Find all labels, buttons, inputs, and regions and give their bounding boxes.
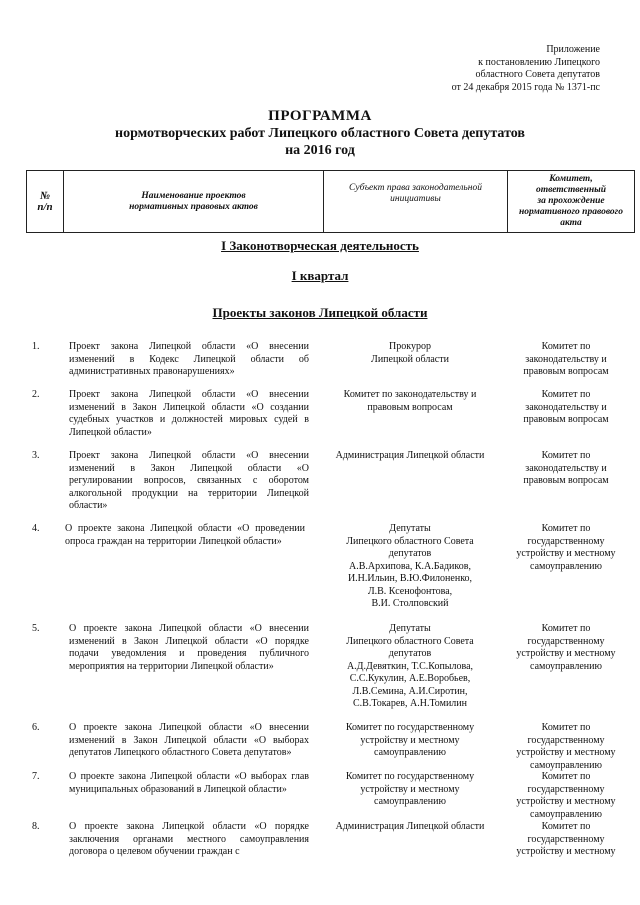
header-name	[64, 171, 324, 233]
row-subject	[326, 821, 494, 834]
title-line-3: на 2016 год	[285, 143, 355, 158]
committee-line: самоуправлению	[530, 808, 602, 820]
committee-line: Комитет по	[541, 821, 591, 832]
row-project-name: Проект закона Липецкой области «О внесении изменений в Кодекс Липецкой области об административных правонарушениях»	[69, 341, 309, 377]
row-committee	[504, 389, 628, 427]
row-committee	[504, 771, 628, 821]
subject-line: Комитет по законодательству и	[343, 389, 477, 400]
row-number: 8.	[32, 821, 40, 832]
committee-line: устройству и местному	[516, 846, 616, 857]
row-subject	[326, 722, 494, 760]
committee-line: устройству и местному	[516, 548, 616, 559]
subject-line: правовым вопросам	[367, 401, 453, 413]
committee-line: самоуправлению	[530, 759, 602, 771]
table-header	[26, 170, 635, 233]
subject-line: Депутаты	[389, 523, 431, 534]
row-project-name: О проекте закона Липецкой области «О внесении изменений в Закон Липецкой области «О выборах депутатов Липецкого областного Совета депутатов»	[69, 722, 309, 758]
header-committee-line: ответственный	[535, 185, 607, 195]
committee-line: Комитет по	[541, 722, 591, 733]
committee-line: Комитет по	[541, 341, 591, 352]
committee-line: законодательству и	[525, 401, 607, 413]
subject-line: самоуправлению	[374, 747, 446, 758]
subject-line: депутатов	[388, 548, 432, 559]
committee-line: законодательству и	[525, 462, 607, 474]
subject-line: Комитет по государственному	[345, 771, 475, 782]
section-laws-title: Проекты законов Липецкой области	[212, 305, 428, 320]
row-subject	[326, 623, 494, 711]
committee-line: самоуправлению	[530, 660, 602, 672]
row-subject	[326, 450, 494, 463]
title-line-2: нормотворческих работ Липецкого областного Совета депутатов	[115, 126, 525, 141]
subject-line: устройству и местному	[360, 734, 460, 746]
header-committee-line: за прохождение	[537, 196, 605, 206]
committee-line: правовым вопросам	[523, 475, 609, 486]
header-committee-line: Комитет,	[549, 174, 593, 184]
subject-line: Депутаты	[389, 623, 431, 634]
subject-line: Администрация Липецкой области	[335, 821, 485, 832]
header-subject	[324, 171, 508, 233]
row-subject	[326, 523, 494, 611]
appendix-line: Приложение	[546, 44, 600, 55]
header-subject-line: Субъект права законодательной	[349, 183, 482, 193]
committee-line: законодательству и	[525, 353, 607, 365]
header-name-line: Наименование проектов	[141, 190, 246, 201]
row-project-name: О проекте закона Липецкой области «О проведении опроса граждан на территории Липецкой области»	[65, 523, 305, 547]
subject-line: депутатов	[388, 648, 432, 659]
header-committee	[508, 171, 635, 233]
committee-line: самоуправлению	[530, 560, 602, 572]
header-committee-line: акта	[560, 218, 582, 228]
header-number-bottom: п/п	[37, 200, 53, 213]
subject-line: Липецкого областного Совета	[346, 535, 474, 547]
row-subject	[326, 341, 494, 366]
row-committee	[504, 623, 628, 673]
subject-line: А.Д.Девяткин, Т.С.Копылова,	[346, 660, 474, 672]
committee-line: Комитет по	[541, 771, 591, 782]
subject-line: Администрация Липецкой области	[335, 450, 485, 461]
subject-line: устройству и местному	[360, 783, 460, 795]
row-number: 1.	[32, 341, 40, 352]
subject-line: Комитет по государственному	[345, 722, 475, 733]
committee-line: государственному	[527, 783, 605, 795]
subject-line: В.И. Столповский	[371, 598, 449, 609]
committee-line: государственному	[527, 535, 605, 547]
committee-line: устройству и местному	[516, 747, 616, 758]
subject-line: С.В.Токарев, А.Н.Томилин	[353, 698, 467, 709]
row-project-name: О проекте закона Липецкой области «О порядке заключения органами местного самоуправления договора о целевом обучении граждан с	[69, 821, 309, 857]
header-name-line: нормативных правовых актов	[129, 201, 258, 212]
header-committee-line: нормативного правового	[519, 207, 623, 217]
subject-line: И.Н.Ильин, В.Ю.Филоненко,	[347, 573, 473, 584]
row-project-name: Проект закона Липецкой области «О внесении изменений в Закон Липецкой области «О регулировании вопросов, связанных с оборотом алкогольной продукции на территории Липецкой области»	[69, 450, 309, 511]
header-number	[27, 171, 64, 233]
appendix-line: от 24 декабря 2015 года № 1371-пс	[451, 81, 600, 93]
committee-line: правовым вопросам	[523, 414, 609, 425]
row-committee	[504, 341, 628, 379]
subject-line: Липецкого областного Совета	[346, 635, 474, 647]
appendix-line: к постановлению Липецкого	[478, 56, 600, 68]
row-project-name: О проекте закона Липецкой области «О выборах глав муниципальных образований в Липецкой области»	[69, 771, 309, 795]
subject-line: самоуправлению	[374, 796, 446, 807]
row-number: 5.	[32, 623, 40, 634]
row-number: 4.	[32, 523, 40, 534]
row-subject	[326, 389, 494, 414]
committee-line: устройству и местному	[516, 796, 616, 807]
row-project-name: Проект закона Липецкой области «О внесении изменений в Закон Липецкой области «О создании судебных участков и должностей мировых судей в Липецкой области»	[69, 389, 309, 438]
row-committee	[504, 450, 628, 488]
row-number: 2.	[32, 389, 40, 400]
subject-line: Л.В. Ксенофонтова,	[367, 585, 453, 597]
row-number: 6.	[32, 722, 40, 733]
header-subject-line: инициативы	[390, 194, 441, 204]
row-number: 3.	[32, 450, 40, 461]
committee-line: устройству и местному	[516, 648, 616, 659]
committee-line: государственному	[527, 734, 605, 746]
subject-line: С.С.Кукулин, А.Е.Воробьев,	[349, 673, 471, 684]
document-title	[0, 108, 640, 159]
subject-line: Липецкой области	[371, 353, 449, 365]
committee-line: Комитет по	[541, 450, 591, 461]
row-committee	[504, 821, 628, 859]
row-subject	[326, 771, 494, 809]
appendix-line: областного Совета депутатов	[475, 69, 600, 80]
committee-line: правовым вопросам	[523, 366, 609, 377]
row-project-name: О проекте закона Липецкой области «О внесении изменений в Закон Липецкой области «О порядке подачи уведомления и проведения публичного мероприятия на территории Липецкой области»	[69, 623, 309, 672]
committee-line: государственному	[527, 635, 605, 647]
row-number: 7.	[32, 771, 40, 782]
row-committee	[504, 523, 628, 573]
subject-line: Прокурор	[389, 341, 431, 352]
committee-line: Комитет по	[541, 623, 591, 634]
committee-line: Комитет по	[541, 389, 591, 400]
committee-line: Комитет по	[541, 523, 591, 534]
section-quarter-title: I квартал	[291, 268, 349, 283]
header-number-top: №	[39, 189, 51, 202]
committee-line: государственному	[527, 833, 605, 845]
appendix-note	[340, 44, 600, 94]
subject-line: Л.В.Семина, А.И.Сиротин,	[352, 685, 468, 697]
section-part-title: I Законотворческая деятельность	[221, 238, 419, 253]
title-line-1: ПРОГРАММА	[268, 108, 372, 124]
subject-line: А.В.Архипова, К.А.Бадиков,	[349, 560, 471, 572]
row-committee	[504, 722, 628, 772]
